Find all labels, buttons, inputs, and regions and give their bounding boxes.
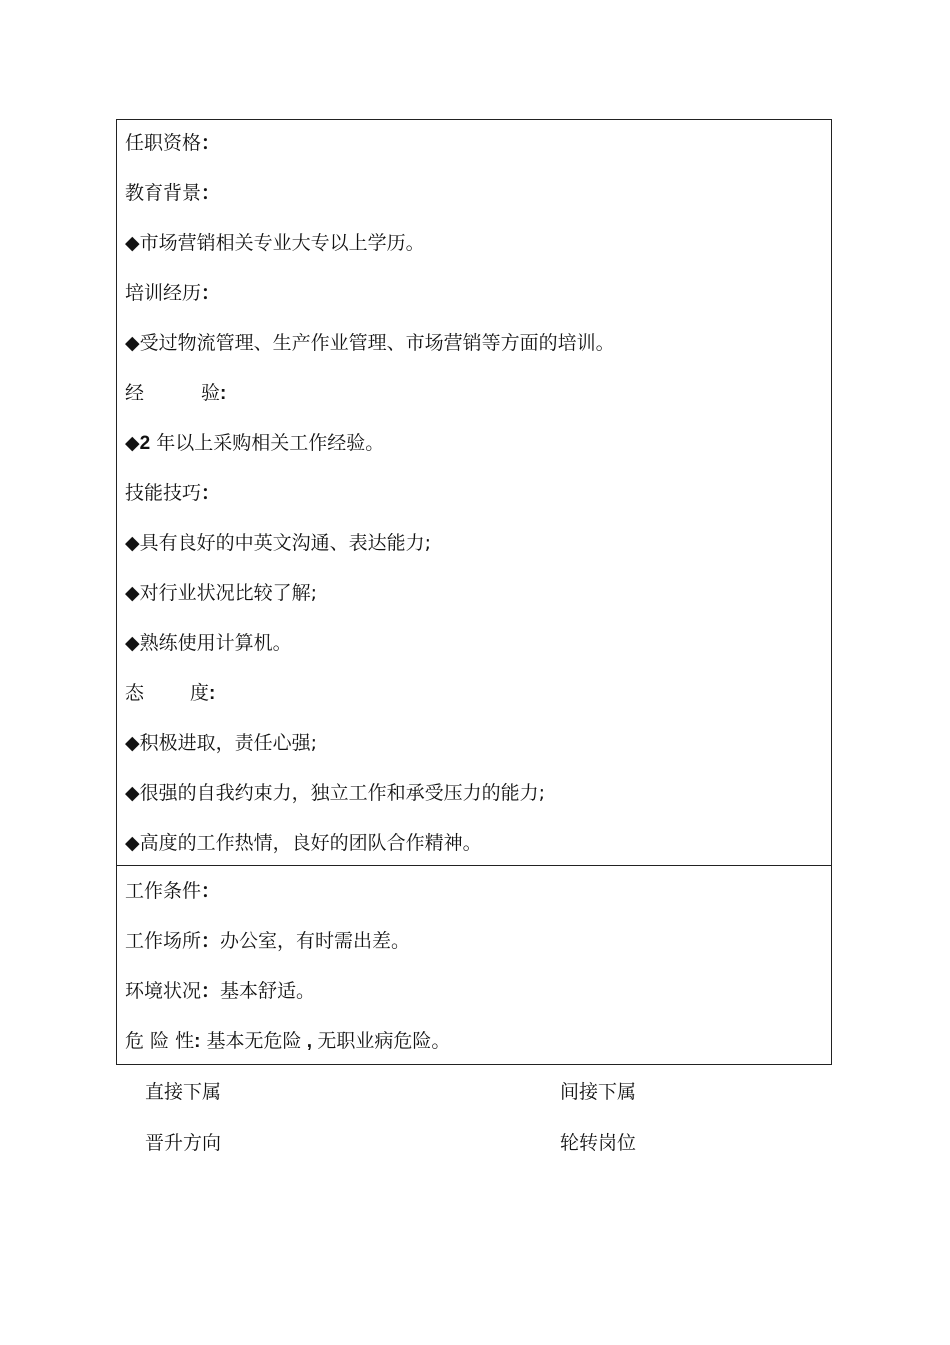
qualifications-section [116,119,832,866]
education-label: 教育背景： [125,182,221,204]
attitude-item: ◆积极进取，责任心强; [125,732,318,754]
education-item: ◆市场营销相关专业大专以上学历。 [125,232,425,254]
skills-label: 技能技巧： [125,482,221,504]
training-item: ◆受过物流管理、生产作业管理、市场营销等方面的培训。 [125,332,615,354]
attitude-item: ◆很强的自我约束力，独立工作和承受压力的能力; [125,782,546,804]
promotion-label: 晋升方向 [145,1132,222,1154]
rotation-label: 轮转岗位 [560,1132,637,1154]
skills-item: ◆对行业状况比较了解; [125,582,318,604]
attitude-item: ◆高度的工作热情，良好的团队合作精神。 [125,832,482,854]
hazard-row: 危 险 性: 基本无危险 , 无职业病危险。 [125,1030,451,1052]
workplace-row: 工作场所：办公室，有时需出差。 [125,930,411,952]
conditions-section [116,865,832,1065]
experience-label: 经 验: [125,382,227,404]
skills-item: ◆熟练使用计算机。 [125,632,292,654]
direct-reports-label: 直接下属 [145,1081,222,1103]
environment-row: 环境状况：基本舒适。 [125,980,316,1002]
indirect-reports-label: 间接下属 [560,1081,637,1103]
qualifications-heading: 任职资格： [125,132,221,154]
attitude-label: 态 度: [125,682,216,704]
skills-item: ◆具有良好的中英文沟通、表达能力; [125,532,432,554]
training-label: 培训经历： [125,282,221,304]
conditions-heading: 工作条件： [125,880,221,902]
experience-item: ◆2 年以上采购相关工作经验。 [125,432,385,454]
